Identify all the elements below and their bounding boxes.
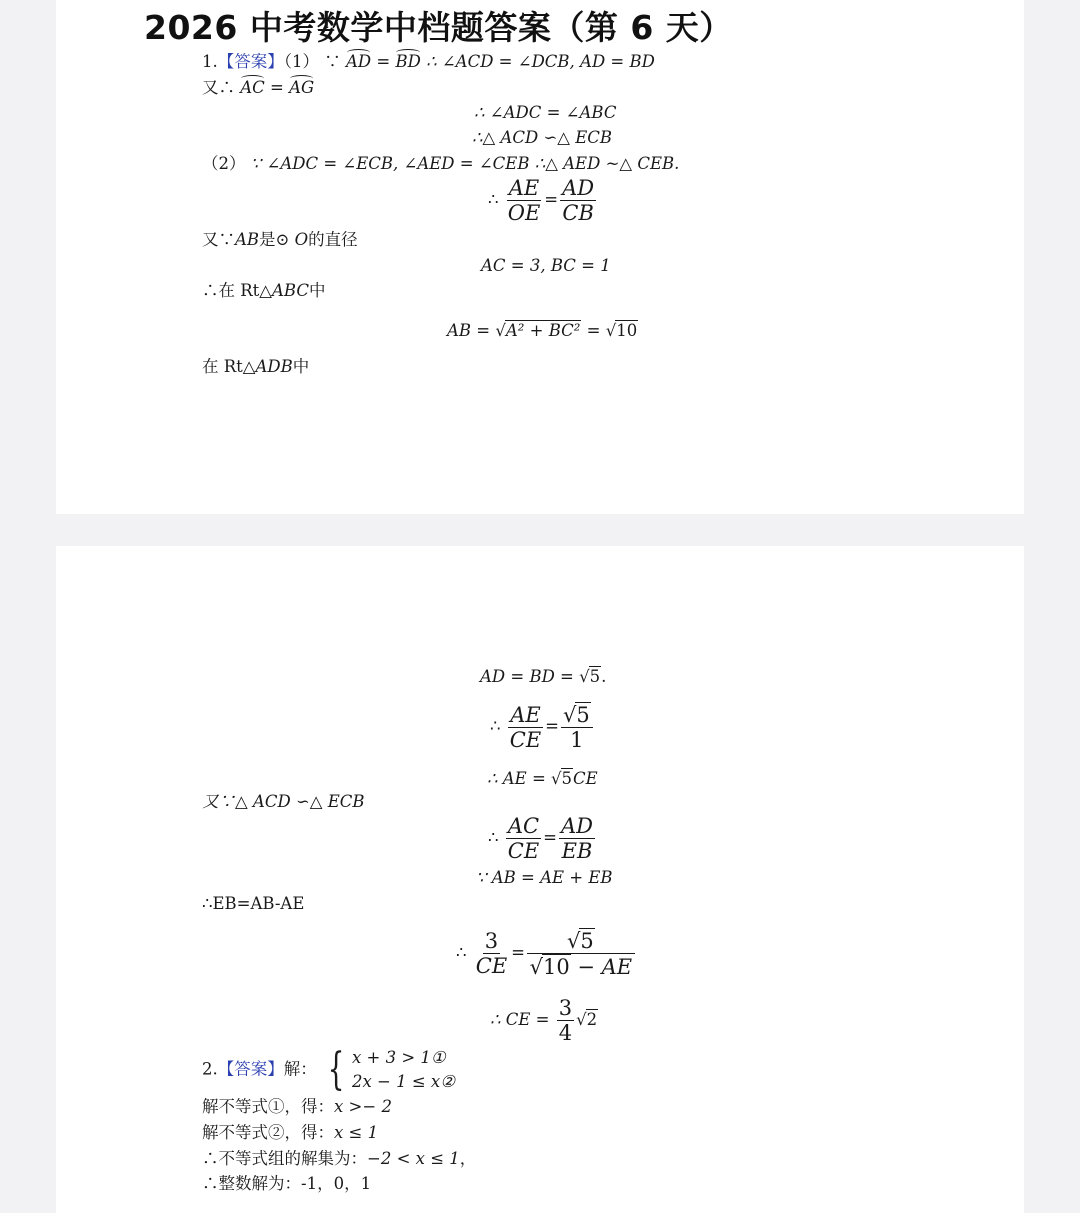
- ce-equals: ∴ CE =: [490, 1010, 550, 1029]
- q2-step-1: [202, 1097, 392, 1117]
- q2-step-2: [202, 1123, 378, 1143]
- because-symbol: ∵: [324, 52, 341, 71]
- fraction-denominator: CE: [507, 839, 540, 863]
- q1-line-11: [202, 357, 309, 377]
- equals-sign-2: =: [270, 78, 284, 97]
- ad-bd-equals: AD = BD =: [480, 667, 574, 686]
- fraction-numerator: AC: [507, 814, 540, 838]
- part-1-label: （1）: [283, 52, 319, 71]
- line-2-prefix: 又∴: [202, 78, 235, 97]
- arc-ag: AG: [289, 78, 315, 97]
- therefore-symbol: ∴: [488, 190, 499, 209]
- p2-line-1: [480, 666, 606, 687]
- fraction-denominator: 1: [570, 728, 584, 752]
- arc-ad: AD: [346, 52, 372, 71]
- radicand: 2: [586, 1010, 598, 1029]
- step-2-math: x ≤ 1: [334, 1123, 379, 1142]
- sqrt-icon: √: [605, 321, 617, 340]
- fraction-denominator: CB: [562, 201, 594, 225]
- line-11-math: ADB: [255, 357, 293, 376]
- line-9-prefix: ∴在 Rt△: [202, 281, 272, 300]
- q1-fraction-line: ∴ $\frac{AE}{OE}$ = $\frac{AD}{CB}$: [488, 176, 595, 225]
- arc-bd: BD: [395, 52, 421, 71]
- q1-line-10: [447, 320, 638, 341]
- q1-line-5-expr: ∵ ∠ADC = ∠ECB, ∠AED = ∠CEB ∴△ AED ~△ CEB.: [250, 154, 680, 173]
- line-7-end: 的直径: [308, 230, 358, 249]
- q2-number: 2.: [202, 1059, 218, 1079]
- minus-ae: − AE: [577, 955, 633, 979]
- q1-line-5: [202, 154, 679, 174]
- q2-step-3: [202, 1149, 476, 1169]
- step-3-math: −2 < x ≤ 1: [367, 1149, 460, 1168]
- sqrt-icon: √: [495, 321, 506, 340]
- line-9-math: ABC: [272, 281, 309, 300]
- ae-equals: ∴ AE =: [487, 769, 546, 788]
- part-2-label: （2）: [202, 154, 246, 173]
- line-7-suffix: 是⊙: [259, 230, 290, 249]
- p2-fraction-3: ∴ $\frac{3}{CE}$ = $\frac{√5}{√10 - AE}$: [456, 928, 637, 979]
- radicand: A² + BC²: [505, 321, 581, 340]
- line-11-suffix: 中: [292, 357, 310, 376]
- radicand: 10: [616, 321, 638, 340]
- radicand: 10: [542, 955, 570, 979]
- radicand: 5: [561, 769, 573, 788]
- period: .: [601, 667, 607, 686]
- p2-line-9: [490, 996, 598, 1045]
- sqrt-icon: √: [579, 667, 590, 686]
- fraction-numerator: 3: [558, 996, 573, 1020]
- p2-line-4: 又∵△ ACD ∽△ ECB: [202, 792, 365, 811]
- fraction-denominator: OE: [507, 201, 541, 225]
- p2-line-7: ∴EB=AB-AE: [202, 894, 305, 913]
- p2-fraction-1: ∴ $\frac{AE}{CE}$ = $\frac{√5}{1}$: [490, 702, 595, 752]
- step-3-prefix: ∴不等式组的解集为：: [202, 1149, 367, 1168]
- q1-line-2: [202, 78, 314, 98]
- fraction-numerator: 3: [484, 929, 499, 953]
- q1-line-7: [202, 230, 358, 250]
- sqrt-icon: √: [562, 703, 577, 727]
- answer-tag: 【答案】: [217, 1059, 284, 1079]
- fraction-numerator: 5: [576, 703, 590, 727]
- ab-equals: AB =: [447, 321, 491, 340]
- p2-fraction-2: ∴ $\frac{AC}{CE}$ = $\frac{AD}{EB}$: [488, 814, 593, 863]
- fraction-numerator: AD: [560, 814, 593, 838]
- q2-intro: 解：: [283, 1059, 317, 1079]
- sqrt-icon: √: [566, 929, 581, 953]
- fraction-denominator: CE: [509, 727, 542, 752]
- sqrt-icon: √: [551, 769, 562, 788]
- page-title: 2026 中考数学中档题答案（第 6 天）: [144, 8, 733, 47]
- step-1-prefix: 解不等式①，得：: [202, 1097, 334, 1116]
- p2-line-3: [487, 768, 598, 789]
- therefore-symbol: ∴: [488, 828, 499, 847]
- answer-tag: 【答案】: [217, 52, 284, 71]
- fraction-numerator: 5: [580, 929, 594, 953]
- fraction-denominator: CE: [475, 954, 508, 978]
- fraction-numerator: AD: [562, 176, 595, 200]
- step-3-end: ，: [459, 1149, 477, 1168]
- arc-ac: AC: [240, 78, 265, 97]
- step-1-math: x >− 2: [334, 1097, 392, 1116]
- q1-line-8: AC = 3, BC = 1: [481, 256, 611, 275]
- radicand: 5: [589, 667, 601, 686]
- equals-sign-3: =: [586, 321, 601, 340]
- left-brace-icon: {: [327, 1044, 345, 1095]
- therefore-symbol: ∴: [456, 943, 467, 962]
- line-7-prefix: 又∵: [202, 230, 235, 249]
- line-9-suffix: 中: [308, 281, 326, 300]
- q2-step-4: ∴整数解为：-1，0，1: [202, 1174, 372, 1193]
- q1-number: 1.: [202, 52, 218, 71]
- equals-sign: =: [376, 52, 391, 71]
- q1-line-1-conclusion: ∴ ∠ACD = ∠DCB, AD = BD: [426, 52, 655, 71]
- q1-line-3: ∴ ∠ADC = ∠ABC: [474, 103, 617, 122]
- inequality-1: x + 3 > 1①: [352, 1048, 446, 1067]
- fraction-numerator: AE: [510, 702, 541, 727]
- line-11-prefix: 在 Rt△: [202, 357, 256, 376]
- circle-o-label: O: [294, 230, 309, 249]
- fraction-denominator: EB: [561, 839, 593, 863]
- step-2-prefix: 解不等式②，得：: [202, 1123, 334, 1142]
- sqrt-icon: √: [576, 1010, 587, 1029]
- fraction-numerator: AE: [508, 176, 540, 200]
- p2-line-6: ∵ AB = AE + EB: [476, 868, 613, 887]
- fraction-denominator: 4: [558, 1021, 573, 1045]
- q1-line-9: [202, 281, 325, 301]
- ce-term: CE: [573, 769, 598, 788]
- q1-line-1: [202, 52, 655, 72]
- line-7-math: AB: [235, 230, 260, 249]
- q1-line-4: ∴△ ACD ∽△ ECB: [472, 128, 613, 147]
- sqrt-icon: √: [529, 955, 543, 979]
- inequality-2: 2x − 1 ≤ x②: [352, 1072, 456, 1091]
- q2-header: [202, 1046, 455, 1094]
- therefore-symbol: ∴: [490, 716, 501, 736]
